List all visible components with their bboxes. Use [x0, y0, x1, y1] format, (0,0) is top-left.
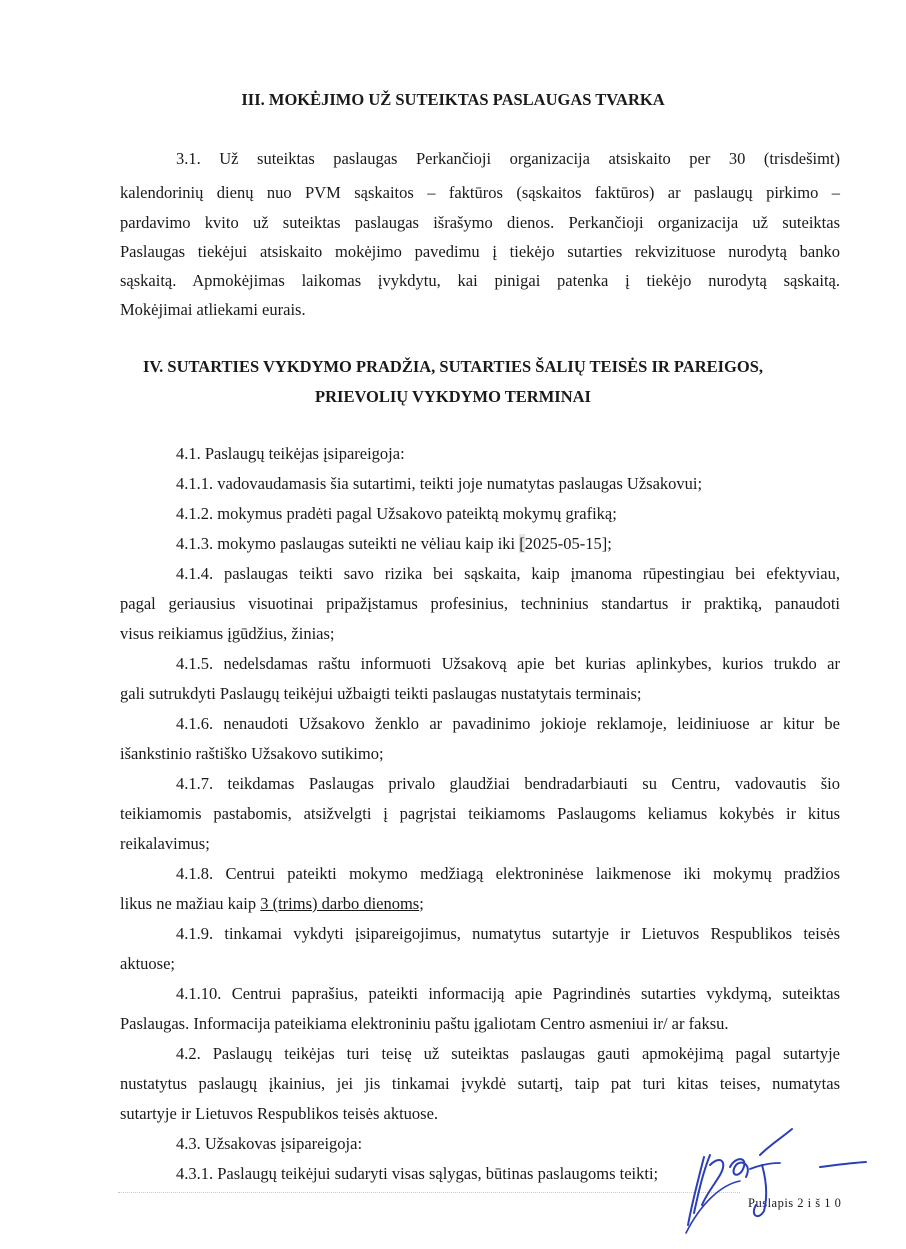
text-line: 4.1.6. nenaudoti Užsakovo ženklo ar pavadinimo jokioje reklamoje, leidiniuose ar kitur be — [176, 714, 840, 733]
clause-4-1-3-date: 2025-05-15]; — [524, 534, 612, 553]
text-line: 4.1.9. tinkamai vykdyti įsipareigojimus, numatytus sutartyje ir Lietuvos Respublikos teisės — [176, 924, 840, 943]
text-segment: ; — [419, 894, 424, 913]
text-line: teikiamomis pastabomis, atsižvelgti į pagrįstai teikiamoms Paslaugoms keliamus kokybės ir kitus — [120, 804, 840, 823]
text-line: Paslaugas tiekėjui atsiskaito mokėjimo pavedimu į tiekėjo sutarties rekvizituose nurodytą banko — [120, 242, 840, 261]
clause-4-3-1: 4.3.1. Paslaugų teikėjui sudaryti visas sąlygas, būtinas paslaugoms teikti; — [176, 1164, 659, 1183]
clause-4-1-3-bracket: [ — [519, 534, 525, 553]
text-line: sutartyje ir Lietuvos Respublikos teisės aktuose. — [120, 1104, 439, 1123]
signature-stroke — [750, 1163, 780, 1169]
signature-stroke — [820, 1162, 866, 1167]
signature-stroke — [688, 1155, 723, 1225]
text-line: pagal geriausius visuotinai pripažįstamus profesinius, techninius standartus ir praktiką, panaudoti — [120, 594, 840, 613]
clause-4-1-2: 4.1.2. mokymus pradėti pagal Užsakovo pateiktą mokymų grafiką; — [176, 504, 617, 523]
footer-divider — [118, 1192, 740, 1193]
text-line: 4.1.5. nedelsdamas raštu informuoti Užsakovą apie bet kurias aplinkybes, kurios trukdo ar — [176, 654, 840, 673]
handwritten-signature — [680, 1125, 880, 1235]
clause-4-1: 4.1. Paslaugų teikėjas įsipareigoja: — [176, 444, 405, 463]
text-line: kalendorinių dienų nuo PVM sąskaitos – faktūros (sąskaitos faktūros) ar paslaugų pirkimo – — [120, 183, 840, 202]
signature-stroke — [730, 1159, 748, 1177]
clause-4-3: 4.3. Užsakovas įsipareigoja: — [176, 1134, 363, 1153]
text-line: 4.2. Paslaugų teikėjas turi teisę už suteiktas paslaugas gauti apmokėjimą pagal sutartyje — [176, 1044, 840, 1063]
text-line: 4.1.8. Centrui pateikti mokymo medžiagą elektroninėse laikmenose iki mokymų pradžios — [176, 864, 840, 883]
text-line: sąskaitą. Apmokėjimas laikomas įvykdytu, kai pinigai patenka į tiekėjo nurodytą sąskaitą. — [120, 271, 840, 290]
text-line — [120, 894, 840, 914]
text-line: pardavimo kvito už suteiktas paslaugas išrašymo dienos. Perkančioji organizacija už suteiktas — [120, 213, 840, 232]
text-line: aktuose; — [120, 954, 175, 973]
text-line: 3.1. Už suteiktas paslaugas Perkančioji organizacija atsiskaito per 30 (trisdešimt) — [176, 149, 840, 168]
clause-4-1-3-text: 4.1.3. mokymo paslaugas suteikti ne vėliau kaip iki — [176, 534, 520, 553]
clause-4-1-1: 4.1.1. vadovaudamasis šia sutartimi, teikti joje numatytas paslaugas Užsakovui; — [176, 474, 703, 493]
text-line: nustatytus paslaugų įkainius, jei jis tinkamai įvykdė sutartį, taip pat turi kitas teises, numatytas — [120, 1074, 840, 1093]
section-3-heading: III. MOKĖJIMO UŽ SUTEIKTAS PASLAUGAS TVARKA — [241, 90, 665, 109]
text-line: gali sutrukdyti Paslaugų teikėjui užbaigti teikti paslaugas nustatytais terminais; — [120, 684, 642, 703]
section-4-heading-line-2: PRIEVOLIŲ VYKDYMO TERMINAI — [315, 387, 591, 406]
text-line: 4.1.7. teikdamas Paslaugas privalo glaudžiai bendradarbiauti su Centru, vadovautis šio — [176, 774, 840, 793]
text-line: visus reikiamus įgūdžius, žinias; — [120, 624, 335, 643]
text-line: Paslaugas. Informacija pateikiama elektroniniu paštu įgaliotam Centro asmeniui ir/ ar faksu. — [120, 1014, 729, 1033]
signature-stroke — [686, 1181, 740, 1233]
text-segment: likus ne mažiau kaip — [120, 894, 261, 913]
clause-4-1-3 — [176, 534, 840, 554]
text-line: reikalavimus; — [120, 834, 210, 853]
text-line: išankstinio raštiško Užsakovo sutikimo; — [120, 744, 384, 763]
underlined-deadline: 3 (trims) darbo dienoms — [260, 894, 420, 913]
text-line: 4.1.4. paslaugas teikti savo rizika bei sąskaita, kaip įmanoma rūpestingiau bei efektyviau, — [176, 564, 840, 583]
section-4-heading-line-1: IV. SUTARTIES VYKDYMO PRADŽIA, SUTARTIES ŠALIŲ TEISĖS IR PAREIGOS, — [142, 357, 764, 376]
page-number: Puslapis 2 i š 1 0 — [748, 1196, 842, 1210]
signature-stroke — [754, 1129, 792, 1216]
text-line: Mokėjimai atliekami eurais. — [120, 300, 306, 319]
text-line: 4.1.10. Centrui paprašius, pateikti informaciją apie Pagrindinės sutarties vykdymą, suteiktas — [176, 984, 840, 1003]
